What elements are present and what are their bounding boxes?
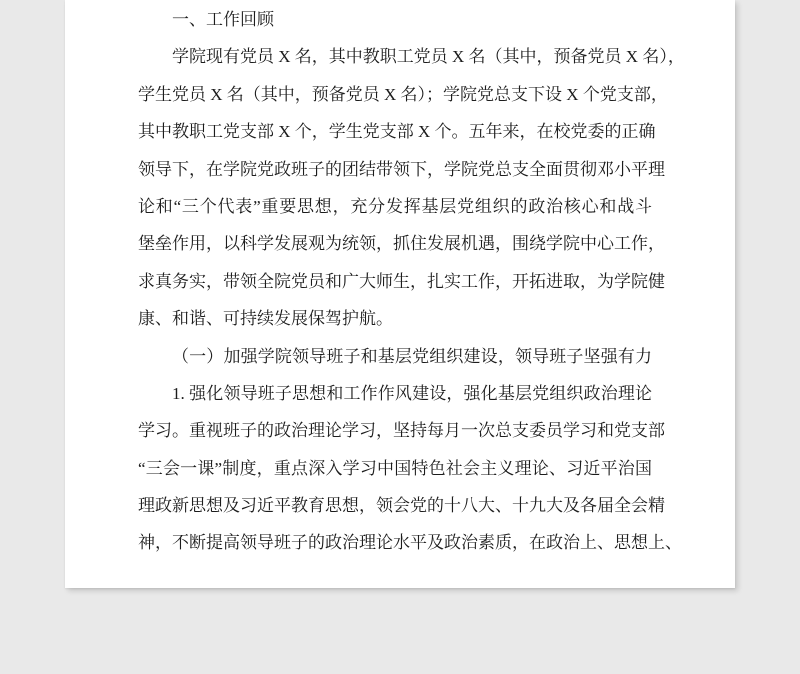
text-line: 学习。重视班子的政治理论学习，坚持每月一次总支委员学习和党支部 bbox=[138, 421, 665, 441]
text-line: 1. 强化领导班子思想和工作作风建设，强化基层党组织政治理论 bbox=[172, 383, 652, 403]
text-line: 其中教职工党支部 X 个，学生党支部 X 个。五年来，在校党委的正确 bbox=[138, 122, 656, 142]
text-line: “三会一课”制度，重点深入学习中国特色社会主义理论、习近平治国 bbox=[138, 458, 652, 478]
text-line: 学生党员 X 名（其中，预备党员 X 名）；学院党总支下设 X 个党支部， bbox=[138, 84, 668, 104]
text-line: 论和“三个代表”重要思想，充分发挥基层党组织的政治核心和战斗 bbox=[138, 196, 652, 216]
text-line: 领导下，在学院党政班子的团结带领下，学院党总支全面贯彻邓小平理 bbox=[138, 159, 665, 179]
text-line: 学院现有党员 X 名，其中教职工党员 X 名（其中，预备党员 X 名）， bbox=[172, 47, 685, 67]
text-line: 一、工作回顾 bbox=[172, 10, 274, 29]
text-line: 堡垒作用，以科学发展观为统领，抓住发展机遇，围绕学院中心工作， bbox=[138, 234, 665, 254]
document-page bbox=[65, 0, 735, 588]
text-line: 理政新思想及习近平教育思想，领会党的十八大、十九大及各届全会精 bbox=[138, 496, 665, 516]
text-line: 神，不断提高领导班子的政治理论水平及政治素质，在政治上、思想上、 bbox=[138, 533, 682, 553]
text-line: 求真务实，带领全院党员和广大师生，扎实工作，开拓进取，为学院健 bbox=[138, 271, 665, 291]
text-line: 康、和谐、可持续发展保驾护航。 bbox=[138, 309, 393, 329]
document-body bbox=[138, 1, 685, 562]
text-line: （一）加强学院领导班子和基层党组织建设，领导班子坚强有力 bbox=[172, 346, 652, 366]
